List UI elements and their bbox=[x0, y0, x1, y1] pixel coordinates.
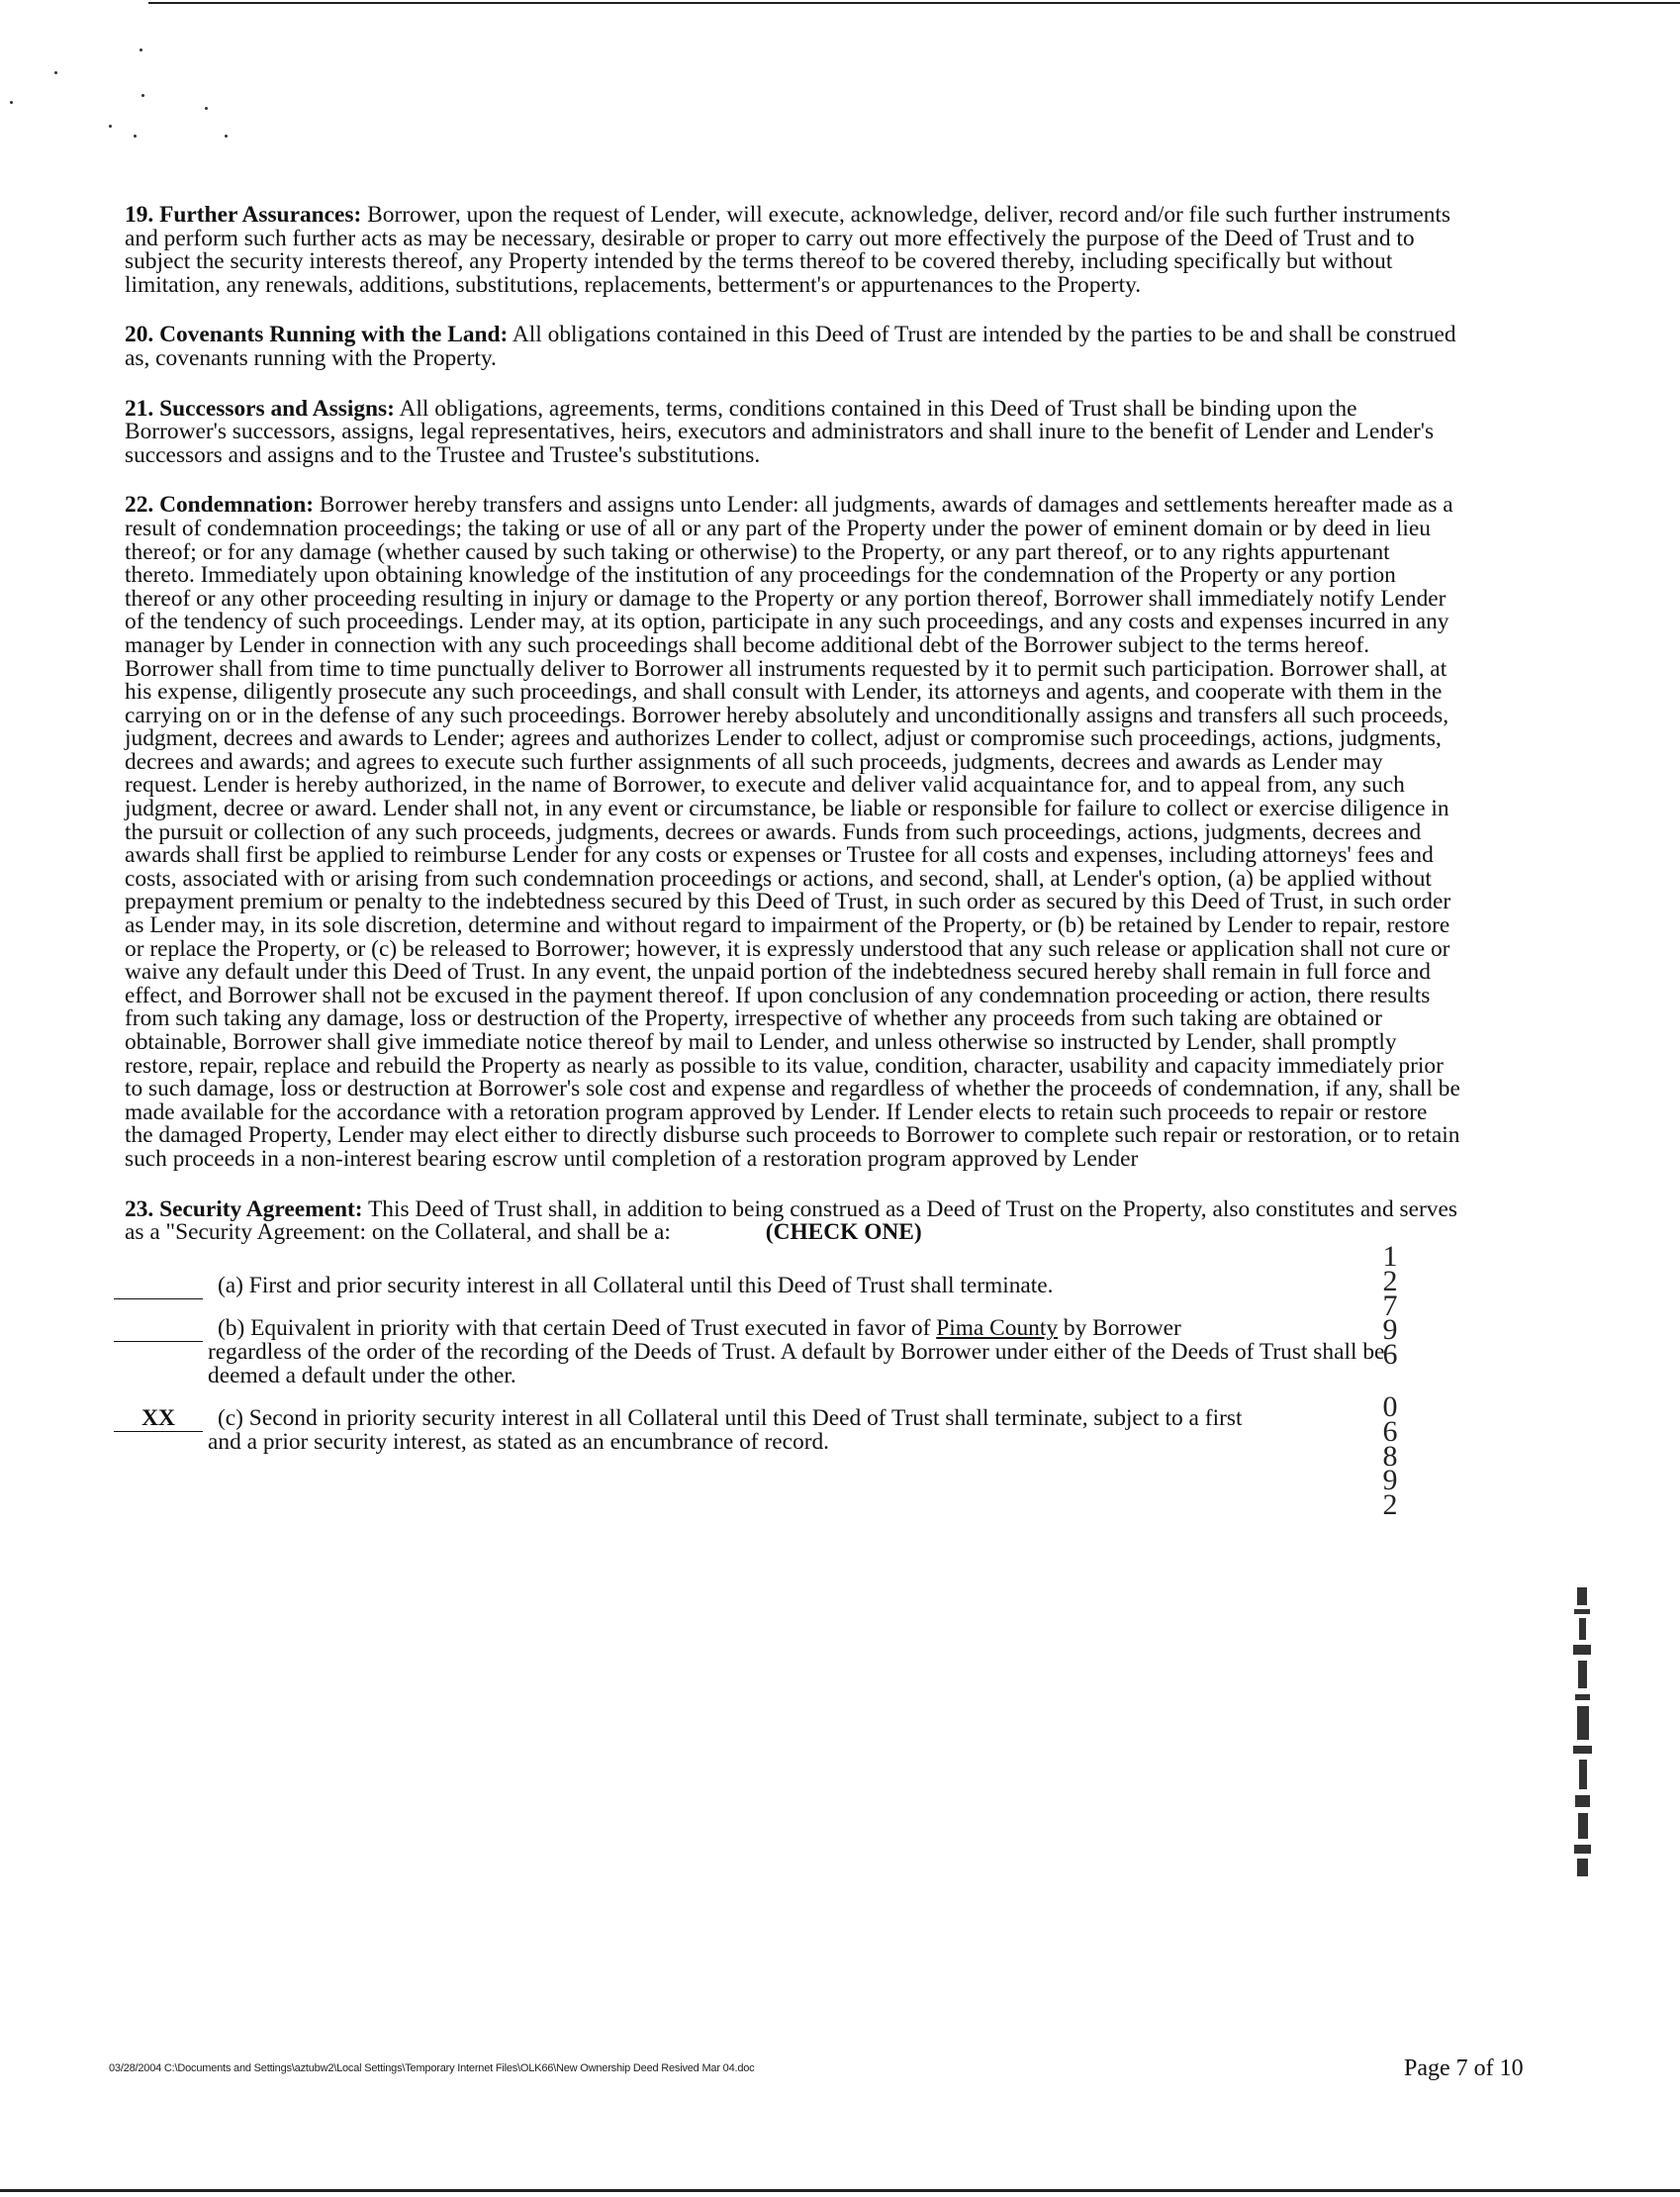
option-c-continuation: and a prior security interest, as stated as an encumbrance of record. bbox=[208, 1428, 830, 1455]
document-body bbox=[125, 204, 1460, 1474]
scan-speck bbox=[140, 48, 142, 51]
option-a bbox=[125, 1272, 1460, 1298]
section-heading: 21. Successors and Assigns: bbox=[125, 395, 395, 422]
section-20 bbox=[125, 324, 1460, 370]
side-digit: 7 bbox=[1382, 1289, 1398, 1322]
section-heading: 20. Covenants Running with the Land: bbox=[125, 322, 509, 348]
side-digit: 8 bbox=[1382, 1439, 1398, 1473]
option-c-text: (c) Second in priority security interest in all Collateral until this Deed of Trust shall terminate, subject to a first bbox=[218, 1405, 1243, 1432]
section-text: This Deed of Trust shall, in addition to being construed as a Deed of Trust on the Property, also constitutes and serves as a "Security Agreement: on the Collateral, and shall be a: bbox=[125, 1195, 1457, 1246]
option-b-text-before: (b) Equivalent in priority with that certain Deed of Trust executed in favor of bbox=[218, 1315, 937, 1342]
option-c bbox=[125, 1407, 1460, 1454]
scan-speck bbox=[134, 135, 137, 138]
side-digit: 6 bbox=[1382, 1414, 1398, 1448]
footer-file-path: 03/28/2004 C:\Documents and Settings\aztubw2\Local Settings\Temporary Internet Files\OLK66\New Ownership Deed Resived Mar 04.doc bbox=[109, 2062, 755, 2074]
section-23 bbox=[125, 1195, 1460, 1246]
side-digit: 2 bbox=[1382, 1488, 1398, 1522]
section-text: All obligations contained in this Deed of Trust are intended by the parties to be and shall be construed as, covenants running with the Property. bbox=[125, 322, 1456, 371]
option-a-blank[interactable] bbox=[114, 1275, 203, 1299]
scan-speck bbox=[225, 135, 228, 138]
section-text: Borrower hereby transfers and assigns unto Lender: all judgments, awards of damages and settlements hereafter made as a result of condemnation proceedings; the taking or use of all or any part of the Property under the power of eminent domain or by deed in lieu thereof; or for any damage (whether caused by such taking or otherwise) to the Property, or any part thereof, or to any rights appurtenant thereto. Immediately upon obtaining knowledge of the institution of any proceedings for the condemnation of the Property or any portion thereof or any other proceeding resulting in injury or damage to the Property or any portion thereof, Borrower shall immediately notify Lender of the tendency of such proceedings. Lender may, at its option, participate in any such proceedings, and any costs and expenses incurred in any manager by Lender in connection with any such proceedings shall become additional debt of the Borrower subject to the terms hereof. Borrower shall from time to time punctually deliver to Borrower all instruments requested by it to permit such participation. Borrower shall, at his expense, diligently prosecute any such proceedings, and shall consult with Lender, its attorneys and agents, and cooperate with them in the carrying on or in the defense of any such proceedings. Borrower hereby absolutely and unconditionally assigns and transfers all such proceeds, judgment, decrees and awards to Lender; agrees and authorizes Lender to collect, adjust or compromise such proceedings, actions, judgments, decrees and awards; and agrees to execute such further assignments of all such proceeds, judgments, decrees and awards as Lender may request. Lender is hereby authorized, in the name of Borrower, to execute and deliver valid acquaintance for, and to appeal from, any such judgment, decree or award. Lender shall not, in any event or circumstance, be liable or responsible for failure to collect or exercise diligence in the pursuit or collection of any such proceeds, judgments, decrees or awards. Funds from such proceedings, actions, judgments, decrees and awards shall first be applied to reimburse Lender for any costs or expenses or Trustee for all costs and expenses, including attorneys' fees and costs, associated with or arising from such condemnation proceedings or actions, and second, shall, at Lender's option, (a) be applied without prepayment premium or penalty to the indebtedness secured by this Deed of Trust, in such order as secured by this Deed of Trust, in such order as Lender may, in its sole discretion, determine and without regard to impairment of the Property, or (b) be retained by Lender to repair, restore or replace the Property, or (c) be released to Borrower; however, it is expressly understood that any such release or application shall not cure or waive any default under this Deed of Trust. In any event, the unpaid portion of the indebtedness secured hereby shall remain in full force and effect, and Borrower shall not be excused in the payment thereof. If upon conclusion of any condemnation proceeding or action, there results from such taking any damage, loss or destruction of the Property, irrespective of whether any proceeds from such taking are obtained or obtainable, Borrower shall give immediate notice thereof by mail to Lender, and unless otherwise so instructed by Lender, shall promptly restore, repair, replace and rebuild the Property as nearly as possible to its value, condition, character, usability and capacity immediately prior to such damage, loss or destruction at Borrower's sole cost and expense and regardless of whether the proceeds of condemnation, if any, shall be made available for the accordance with a retoration program approved by Lender. If Lender elects to retain such proceeds to repair or restore the damaged Property, Lender may elect either to directly disburse such proceeds to Borrower to complete such repair or restoration, or to retain such proceeds in a non-interest bearing escrow until completion of a restoration program approved by Lender bbox=[125, 492, 1460, 1172]
side-digit: 2 bbox=[1382, 1264, 1398, 1297]
option-a-text: (a) First and prior security interest in all Collateral until this Deed of Trust shall terminate. bbox=[218, 1272, 1054, 1298]
section-text: Borrower, upon the request of Lender, will execute, acknowledge, deliver, record and/or file such further instruments and perform such further acts as may be necessary, desirable or proper to carry out more effectively the purpose of the Deed of Trust and to subject the security interests thereof, any Property intended by the terms thereof to be covered thereby, including specifically but without limitation, any renewals, additions, substitutions, replacements, betterment's or appurtenances to the Property. bbox=[125, 202, 1451, 298]
option-c-blank[interactable]: XX bbox=[114, 1407, 203, 1432]
check-one-label: (CHECK ONE) bbox=[765, 1219, 922, 1246]
page-number: Page 7 of 10 bbox=[1404, 2055, 1524, 2081]
scan-speck bbox=[141, 94, 144, 97]
scan-speck bbox=[54, 71, 57, 74]
section-19 bbox=[125, 204, 1460, 297]
bottom-border-line bbox=[0, 2189, 1680, 2192]
side-recording-number bbox=[1373, 1240, 1407, 1522]
section-heading: 22. Condemnation: bbox=[125, 492, 315, 519]
top-border-line bbox=[148, 2, 1680, 4]
option-b-blank[interactable] bbox=[114, 1317, 203, 1342]
vertical-stamp-mark bbox=[1569, 1583, 1599, 1880]
section-22 bbox=[125, 494, 1460, 1171]
side-digit: 9 bbox=[1382, 1313, 1398, 1347]
pima-county-underlined: Pima County bbox=[936, 1315, 1059, 1342]
option-b-continuation: regardless of the order of the recording of the Deeds of Trust. A default by Borrower under either of the Deeds of Trust shall be deemed a default under the other. bbox=[208, 1338, 1385, 1388]
scan-speck bbox=[10, 101, 13, 104]
section-text: All obligations, agreements, terms, conditions contained in this Deed of Trust shall be binding upon the Borrower's successors, assigns, legal representatives, heirs, executors and administrators and shall inure to the benefit of Lender and Lender's successors and assigns and to the Trustee and Trustee's substitutions. bbox=[125, 395, 1435, 468]
option-b-text-after: by Borrower bbox=[1058, 1315, 1181, 1342]
side-digit: 0 bbox=[1382, 1389, 1398, 1423]
option-b bbox=[125, 1313, 1460, 1388]
section-heading: 23. Security Agreement: bbox=[125, 1195, 363, 1222]
section-21 bbox=[125, 395, 1460, 468]
scan-speck bbox=[205, 107, 208, 110]
section-heading: 19. Further Assurances: bbox=[125, 202, 362, 228]
option-b-first-line bbox=[218, 1313, 1460, 1347]
side-digit: 9 bbox=[1382, 1464, 1398, 1497]
side-digit: 6 bbox=[1382, 1338, 1398, 1372]
scan-speck bbox=[109, 125, 112, 128]
side-digit: 1 bbox=[1382, 1240, 1398, 1273]
